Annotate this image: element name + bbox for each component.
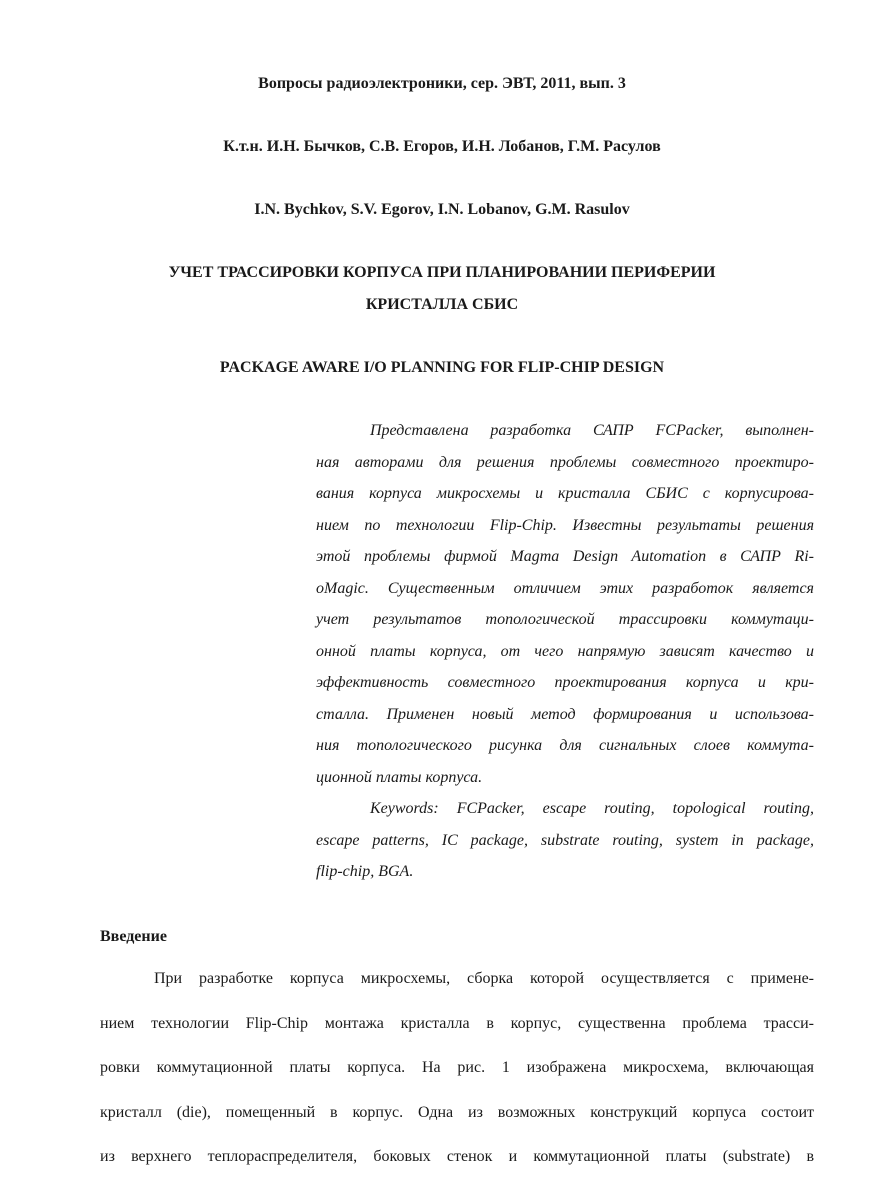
title-russian-line-1: УЧЕТ ТРАССИРОВКИ КОРПУСА ПРИ ПЛАНИРОВАНИИ ПЕРИФЕРИИ	[168, 264, 716, 281]
body-line: из верхнего теплораспределителя, боковых стенок и коммутационной платы (substrate) в	[100, 1148, 814, 1166]
abstract-line: oMagic. Существенным отличием этих разработок является	[316, 579, 814, 597]
abstract	[316, 415, 814, 888]
body-line: При разработке корпуса микросхемы, сборка которой осуществляется с примене-	[154, 970, 814, 987]
keywords-line: flip-chip, BGA.	[316, 863, 414, 880]
abstract-line: вания корпуса микросхемы и кристалла СБИС с корпусирова-	[316, 485, 814, 502]
title-english: PACKAGE AWARE I/O PLANNING FOR FLIP-CHIP DESIGN	[219, 359, 665, 376]
body-line: нием технологии Flip-Chip монтажа кристалла в корпус, существенна проблема трасси-	[100, 1014, 814, 1032]
authors-russian: К.т.н. И.Н. Бычков, С.В. Егоров, И.Н. Лобанов, Г.М. Расулов	[223, 138, 661, 155]
abstract-line: сталла. Применен новый метод формирования и использова-	[316, 705, 814, 723]
keywords-line: escape patterns, IC package, substrate routing, system in package,	[316, 831, 814, 849]
abstract-line: эффективность совместного проектирования корпуса и кри-	[316, 674, 814, 691]
abstract-line: ния топологического рисунка для сигнальных слоев коммута-	[316, 737, 814, 754]
abstract-line: этой проблемы фирмой Magma Design Automation в САПР Ri-	[316, 548, 814, 565]
body-line: кристалл (die), помещенный в корпус. Одна из возможных конструкций корпуса состоит	[100, 1103, 814, 1121]
title-russian-line-2: КРИСТАЛЛА СБИС	[365, 296, 519, 313]
abstract-line: нием по технологии Flip-Chip. Известны результаты решения	[316, 516, 814, 534]
keywords-line: Keywords: FCPacker, escape routing, topological routing,	[370, 800, 814, 817]
authors-english: I.N. Bychkov, S.V. Egorov, I.N. Lobanov, G.M. Rasulov	[254, 201, 630, 218]
introduction-body	[100, 963, 814, 1186]
abstract-line: Представлена разработка САПР FCPacker, выполнен-	[370, 422, 814, 439]
journal-reference: Вопросы радиоэлектроники, сер. ЭВТ, 2011, вып. 3	[258, 75, 626, 92]
body-line: ровки коммутационной платы корпуса. На рис. 1 изображена микросхема, включающая	[100, 1059, 814, 1077]
abstract-line: онной платы корпуса, от чего напрямую зависят качество и	[316, 642, 814, 660]
abstract-line: ная авторами для решения проблемы совместного проектиро-	[316, 453, 814, 471]
abstract-line: ционной платы корпуса.	[316, 768, 483, 786]
section-heading-introduction: Введение	[100, 928, 167, 945]
abstract-line: учет результатов топологической трассировки коммутаци-	[316, 611, 814, 628]
